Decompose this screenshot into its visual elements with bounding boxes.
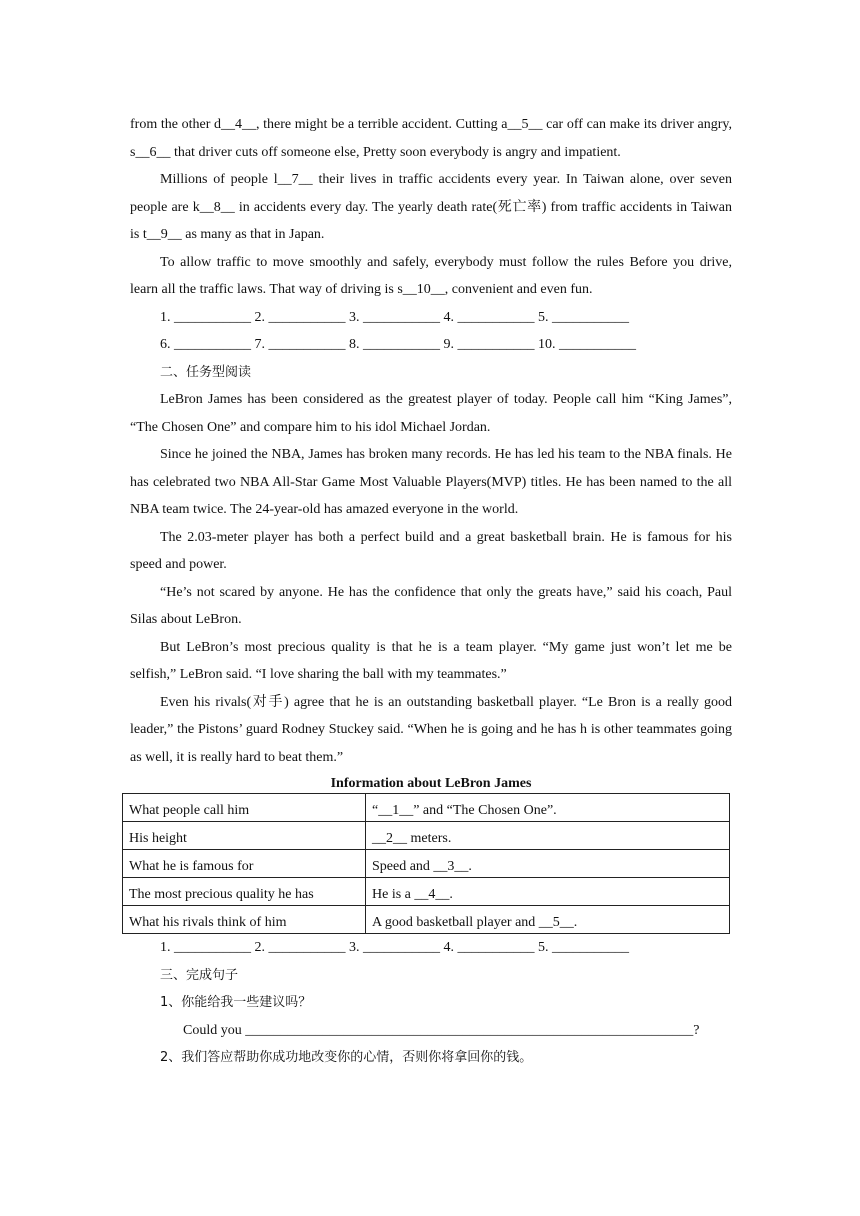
table-cell-label: What his rivals think of him xyxy=(123,906,366,934)
reading-paragraph-1: LeBron James has been considered as the greatest player of today. People call him “King James”, “The Chosen One” and compare him to his idol Michael Jordan. xyxy=(130,392,732,435)
reading-paragraph-6: Even his rivals(对手) agree that he is an outstanding basketball player. “Le Bron is a really good leader,” the Pistons’ guard Rodney Stuckey said. “When he is going and he has h is other teammates going as well, it is really hard to beat them.” xyxy=(130,694,732,765)
table-cell-label: What people call him xyxy=(123,794,366,822)
section-3-heading: 三、完成句子 xyxy=(160,967,239,983)
table-row xyxy=(123,878,730,906)
answer-blanks-row-1: 1. ___________ 2. ___________ 3. ___________ 4. ___________ 5. ___________ xyxy=(160,309,629,325)
table-cell-value: “__1__” and “The Chosen One”. xyxy=(366,794,730,822)
question-1-prompt: 1、你能给我一些建议吗？ xyxy=(160,995,312,1010)
passage1-paragraph-3: To allow traffic to move smoothly and safely, everybody must follow the rules Before you drive, learn all the traffic laws. That way of driving is s__10__, convenient and even fun. xyxy=(130,254,732,297)
answer-blanks-row-3: 1. ___________ 2. ___________ 3. ___________ 4. ___________ 5. ___________ xyxy=(160,940,629,955)
table-title: Information about LeBron James xyxy=(330,776,532,791)
document-page xyxy=(130,111,732,1072)
reading-paragraph-5: But LeBron’s most precious quality is that he is a team player. “My game just won’t let me be selfish,” LeBron said. “I love sharing the ball with my teammates.” xyxy=(130,639,732,682)
table-cell-label: His height xyxy=(123,822,366,850)
table-cell-value: He is a __4__. xyxy=(366,878,730,906)
table-cell-label: The most precious quality he has xyxy=(123,878,366,906)
passage1-paragraph-2: Millions of people l__7__ their lives in traffic accidents every year. In Taiwan alone, over seven people are k__8__ in accidents every day. The yearly death rate(死亡率) from traffic accidents in Taiwan is t__9__ as many as that in Japan. xyxy=(130,172,732,242)
table-row xyxy=(123,906,730,934)
table-row xyxy=(123,822,730,850)
reading-paragraph-4: “He’s not scared by anyone. He has the confidence that only the greats have,” said his coach, Paul Silas about LeBron. xyxy=(130,584,732,627)
reading-paragraph-3: The 2.03-meter player has both a perfect build and a great basketball brain. He is famous for his speed and power. xyxy=(130,529,732,572)
table-row xyxy=(123,850,730,878)
reading-paragraph-2: Since he joined the NBA, James has broken many records. He has led his team to the NBA finals. He has celebrated two NBA All-Star Game Most Valuable Players(MVP) titles. He has been named to the all NBA team twice. The 24-year-old has amazed everyone in the world. xyxy=(130,447,732,517)
table-cell-value: A good basketball player and __5__. xyxy=(366,906,730,934)
section-2-heading: 二、任务型阅读 xyxy=(160,364,252,380)
table-cell-value: __2__ meters. xyxy=(366,822,730,850)
info-table xyxy=(122,793,730,934)
answer-blanks-row-2: 6. ___________ 7. ___________ 8. ___________ 9. ___________ 10. ___________ xyxy=(160,337,636,352)
table-cell-label: What he is famous for xyxy=(123,850,366,878)
table-row xyxy=(123,794,730,822)
question-1-answer-line: Could you ________________________________________________________________? xyxy=(183,1022,700,1038)
passage1-paragraph-1: from the other d__4__, there might be a terrible accident. Cutting a__5__ car off can make its driver angry, s__6__ that driver cuts off someone else, Pretty soon everybody is angry and impatient. xyxy=(130,117,732,160)
question-2-prompt: 2、我们答应帮助你成功地改变你的心情，否则你将拿回你的钱。 xyxy=(160,1050,533,1065)
table-cell-value: Speed and __3__. xyxy=(366,850,730,878)
